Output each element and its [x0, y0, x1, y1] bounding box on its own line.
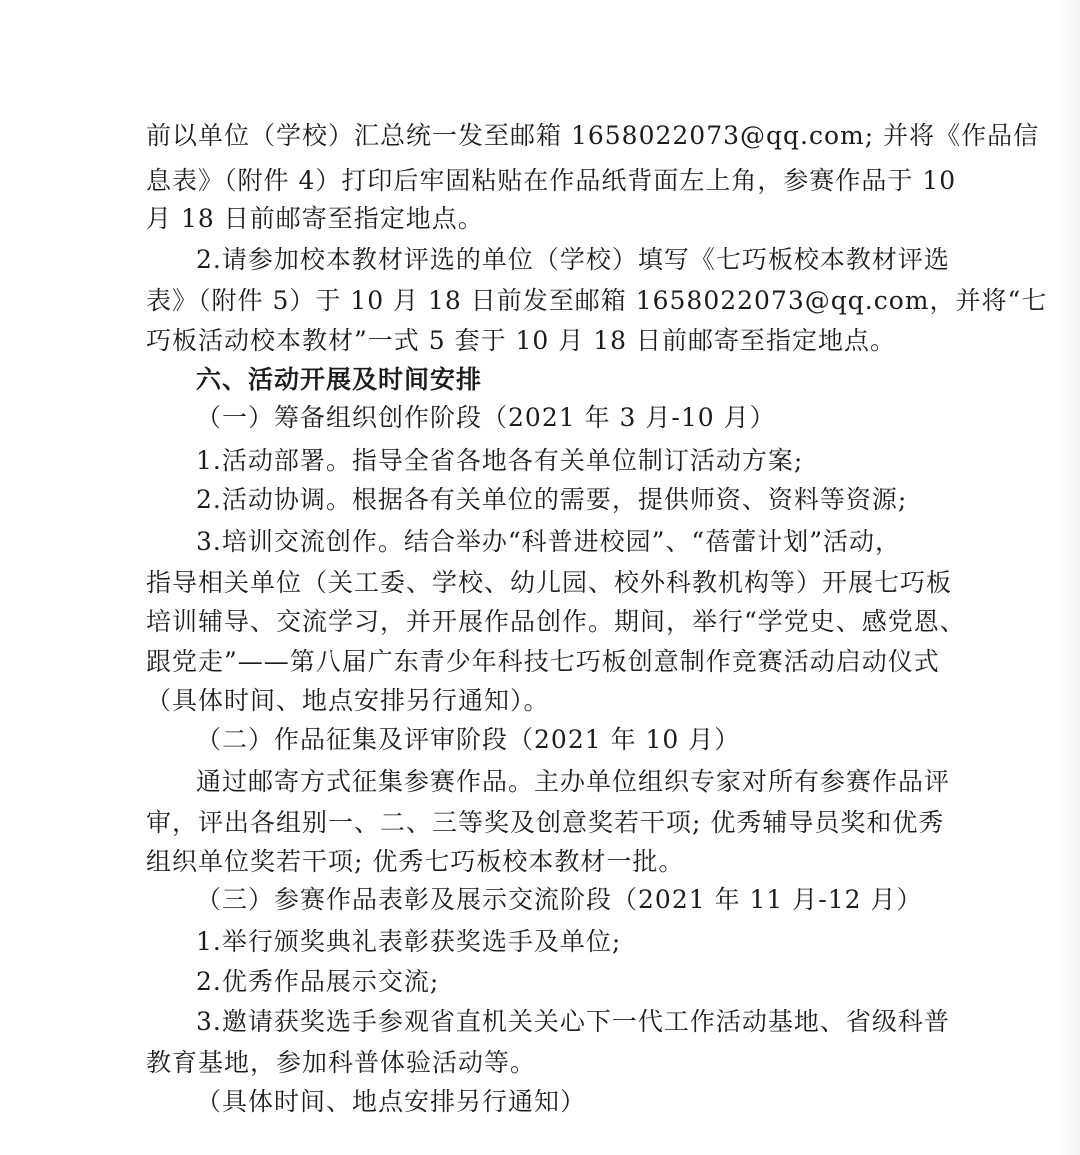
text-line: 月 18 日前邮寄至指定地点。 — [146, 204, 484, 233]
text-line: 表》（附件 5）于 10 月 18 日前发至邮箱 1658022073@qq.com，并将“七 — [146, 286, 1048, 315]
text-line: （具体时间、地点安排另行通知） — [196, 1087, 587, 1116]
text-line: 息表》（附件 4）打印后牢固粘贴在作品纸背面左上角，参赛作品于 10 — [146, 166, 957, 195]
text-line: 培训辅导、交流学习，并开展作品创作。期间，举行“学党史、感党恩、 — [146, 607, 966, 636]
text-line: 2.优秀作品展示交流; — [196, 967, 440, 996]
subsection-heading: （二）作品征集及评审阶段（2021 年 10 月） — [196, 725, 741, 754]
text-line: 教育基地，参加科普体验活动等。 — [146, 1048, 537, 1077]
subsection-heading: （三）参赛作品表彰及展示交流阶段（2021 年 11 月-12 月） — [196, 885, 923, 914]
text-line: 2.请参加校本教材评选的单位（学校）填写《七巧板校本教材评选 — [196, 245, 950, 274]
section-heading: 六、活动开展及时间安排 — [196, 365, 483, 394]
text-line: 3.邀请获奖选手参观省直机关关心下一代工作活动基地、省级科普 — [196, 1007, 950, 1036]
text-line: 前以单位（学校）汇总统一发至邮箱 1658022073@qq.com; 并将《作品信 — [146, 121, 1040, 150]
text-line: 2.活动协调。根据各有关单位的需要，提供师资、资料等资源; — [196, 485, 908, 514]
text-line: 组织单位奖若干项; 优秀七巧板校本教材一批。 — [146, 847, 685, 876]
text-line: 通过邮寄方式征集参赛作品。主办单位组织专家对所有参赛作品评 — [196, 767, 951, 796]
text-line: 审，评出各组别一、二、三等奖及创意奖若干项; 优秀辅导员奖和优秀 — [146, 808, 945, 837]
text-line: 巧板活动校本教材”一式 5 套于 10 月 18 日前邮寄至指定地点。 — [146, 326, 896, 355]
text-line: 1.举行颁奖典礼表彰获奖选手及单位; — [196, 927, 622, 956]
text-line: 1.活动部署。指导全省各地各有关单位制订活动方案; — [196, 446, 804, 475]
text-line: 指导相关单位（关工委、学校、幼儿园、校外科教机构等）开展七巧板 — [146, 568, 953, 597]
subsection-heading: （一）筹备组织创作阶段（2021 年 3 月-10 月） — [196, 403, 776, 432]
text-line: 3.培训交流创作。结合举办“科普进校园”、“蓓蕾计划”活动， — [196, 527, 901, 556]
text-line: （具体时间、地点安排另行通知）。 — [146, 686, 550, 715]
text-line: 跟党走”——第八届广东青少年科技七巧板创意制作竞赛活动启动仪式 — [146, 647, 940, 676]
page-edge-shadow — [1058, 0, 1080, 1155]
